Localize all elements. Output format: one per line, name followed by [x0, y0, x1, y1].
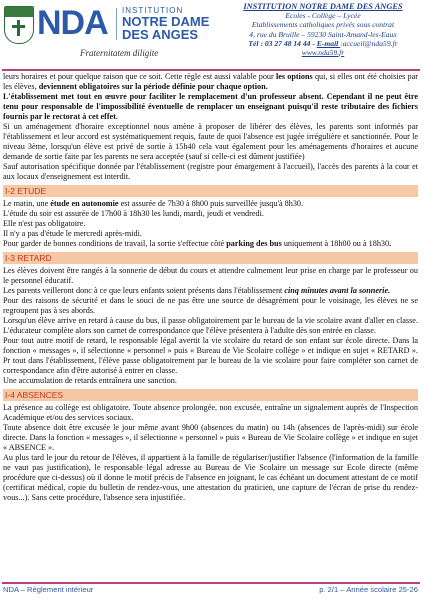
absences-paragraph-1: La présence au collège est obligatoire. Toute absence prolongée, non excusée, entraîne un signalement auprès de l'Inspection Académique et/ou des services sociaux.: [3, 403, 418, 422]
etude-paragraph-5: Pour garder de bonnes conditions de travail, la sortie s'effectue côté parking des bus uniquement à 18h00 ou à 18h30.: [3, 239, 392, 248]
crest-logo-icon: [4, 6, 34, 44]
logo-institution: INSTITUTION: [122, 6, 184, 15]
retard-paragraph-1: Les élèves doivent être rangés à la sonnerie de début du cours et attendre calmement leur prise en charge par le professeur ou le personnel éducatif.: [3, 266, 418, 285]
footer-page-info: p. 2/1 – Année scolaire 25-26: [319, 585, 418, 594]
intro-paragraph-2: L'établissement met tout en œuvre pour faciliter le remplacement d'un professeur absent. Cependant il ne peut être tenu pour responsable de l'impossibilité éventuelle de remplacer un enseignant puisqu'il reste tributaire des fichiers fournis par le rectorat à cet effet.: [3, 92, 418, 121]
logo-separator: [116, 8, 117, 40]
website-link[interactable]: www.nda59.fr: [301, 48, 345, 58]
etude-paragraph-3: Elle n'est pas obligatoire.: [3, 219, 86, 228]
retard-paragraph-6: Une accumulation de retards entraînera une sanction.: [3, 376, 177, 385]
retard-paragraph-3: Pour des raisons de sécurité et dans le souci de ne pas être une source de désagrément pour le voisinage, les élèves ne se regroupent pas à ses abords.: [3, 296, 418, 315]
footer-divider: [2, 582, 420, 584]
institution-name: INSTITUTION NOTRE DAME DES ANGES: [243, 2, 403, 11]
section-title-retard: I-3 RETARD: [3, 252, 418, 264]
section-title-etude: I-2 ETUDE: [3, 185, 418, 197]
retard-paragraph-2: Les parents veilleront donc à ce que leurs enfants soient présents dans l'établissement cinq minutes avant la sonnerie.: [3, 286, 391, 295]
institution-contact: [228, 39, 418, 48]
institution-info: [228, 2, 418, 57]
intro-paragraph-4: Sauf autorisation spécifique donnée par l'établissement (registre pour émargement à l'accueil), l'accès des parents à la cour et aux locaux d'enseignement est interdit.: [3, 162, 418, 181]
page-header: [0, 0, 424, 70]
logo-nda: NDA: [37, 4, 108, 42]
retard-paragraph-5: Pour tout autre motif de retard, le responsable légal avertit la vie scolaire du retard de son enfant sur école directe. Dans la fonction « messages », il sélectionne « personnel » puis « Bureau de Vie Scolaire collège » et indique en sujet « RETARD ». Pr tout dans l'établissement, l'élève passe obligatoirement par le bureau de la vie scolaire pour faire compléter son carnet de correspondance afin d'être autorisé à entrer en classe.: [3, 336, 418, 375]
email-label[interactable]: E-mail: [316, 38, 341, 48]
absences-paragraph-2: Toute absence doit être excusée le jour même avant 9h00 (absences du matin) ou 14h (absences de l'après-midi) sur école directe. Dans la fonction « messages », il sélectionne « personnel » puis « Bureau de Vie Scolaire collège » et indique en sujet « ABSENCE ».: [3, 423, 418, 452]
absences-paragraph-3: Au plus tard le jour du retour de l'élèves, il appartient à la famille de régulariser/justifier l'absence (l'information de la famille ne vaut pas justification), le responsable légal adresse au Bureau de Vie Scolaire un message sur Ecole directe (même procédure que ci-dessus) où il donne le motif précis de l'absence en joignant, le cas échéant un document attestant de ce motif (certificat médical, copie du bulletin de rendez-vous, une attestation du praticien, une capture de l'écran de prise du rendez-vous...). Sans cette procédure, l'absence sera injustifiée.: [3, 453, 418, 502]
document-body: [3, 72, 418, 503]
etude-paragraph-4: Il n'y a pas d'étude le mercredi après-midi.: [3, 229, 142, 238]
institution-address: 4, rue du Bruille – 59230 Saint-Amand-les-Eaux: [249, 29, 397, 39]
logo-school-name: NOTRE DAME DES ANGES: [122, 14, 210, 42]
footer-document-title: NDA – Règlement intérieur: [3, 585, 94, 594]
section-title-absences: I-4 ABSENCES: [3, 389, 418, 401]
email-address[interactable]: :accueil@nda59.fr: [340, 38, 398, 48]
motto: Fraternitatem diligite: [80, 48, 159, 58]
telephone: Tél : 03 27 48 14 44 -: [248, 38, 317, 48]
intro-paragraph-1: leurs horaires et pour quelque raison que ce soit. Cette règle est aussi valable pour les options qui, si elles ont été choisies par les élèves, deviennent obligatoires sur la période définie pour chaque option.: [3, 72, 419, 91]
intro-paragraph-3: Si un aménagement d'horaire exceptionnel nous amène à proposer de libérer des élèves, les parents sont informés par l'établissement et leur accord est systématiquement requis, faute de quoi l'absence est jugée irrégulière et sanctionnée. Pour le niveau 3ème, lorsqu'un élève est privé de sortie à 15h40 cela vaut également pour les aménagements d'horaires et aucune demande de sortie faite par les parents ne sera acceptée (sauf si celle-ci est dûment justifiée): [3, 122, 418, 161]
etude-paragraph-2: L'étude du soir est assurée de 17h00 à 18h30 les lundi, mardi, jeudi et vendredi.: [3, 209, 264, 218]
header-divider: [2, 69, 420, 71]
page-footer: [3, 585, 418, 594]
institution-levels: Ecoles - Collège – Lycée: [285, 11, 361, 21]
institution-status: Etablissements catholiques privés sous contrat: [251, 20, 395, 30]
retard-paragraph-4: Lorsqu'un élève arrive en retard à cause du bus, il passe obligatoirement par le bureau de la vie scolaire avant d'aller en classe. L'éducateur complète alors son carnet de correspondance que l'élève présentera à l'adulte dès son entrée en classe.: [3, 316, 418, 335]
etude-paragraph-1: Le matin, une étude en autonomie est assurée de 7h30 à 8h00 puis surveillée jusqu'à 8h30.: [3, 199, 304, 208]
